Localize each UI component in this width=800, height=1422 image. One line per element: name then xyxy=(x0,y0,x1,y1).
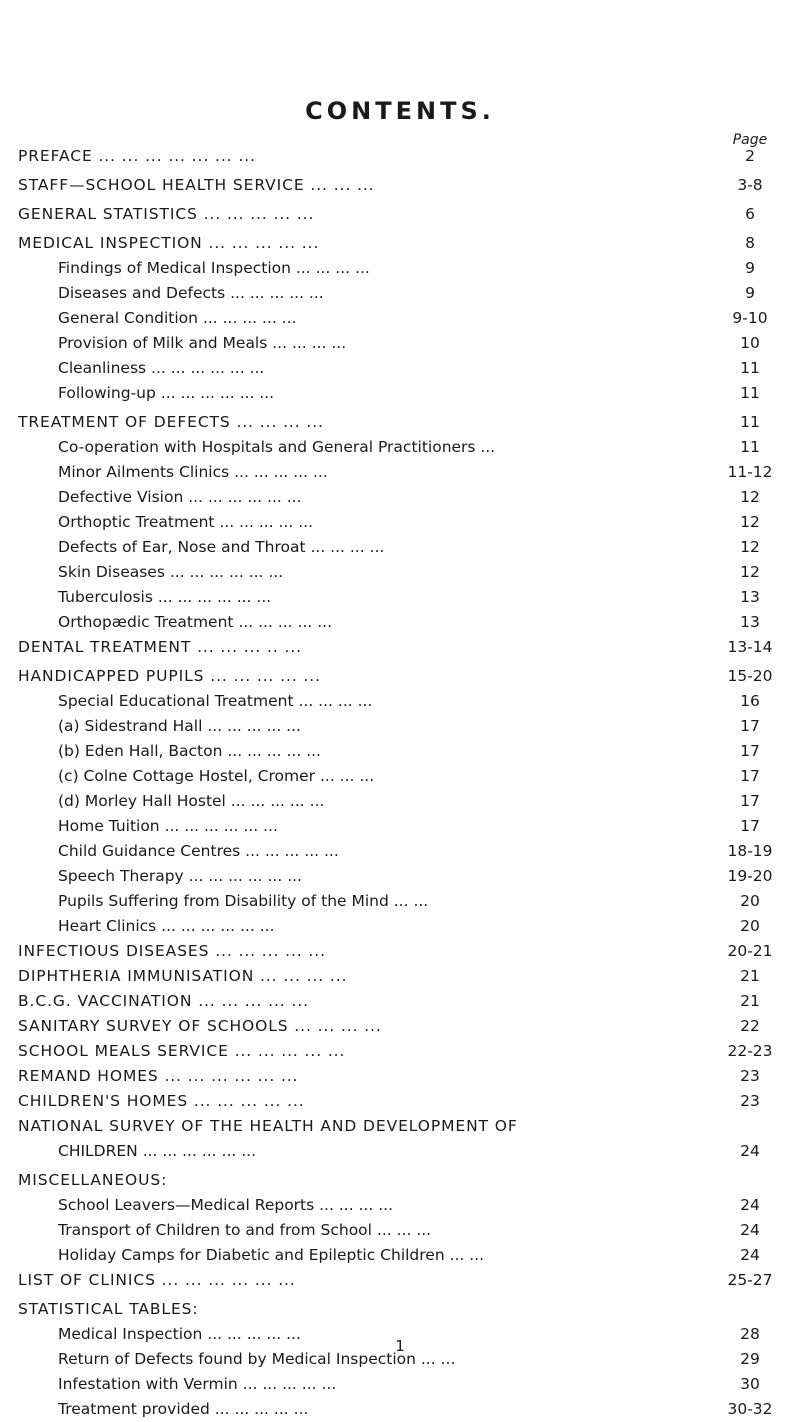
toc-entry-page: 16 xyxy=(740,692,760,710)
toc-entry-page: 3-8 xyxy=(737,176,763,194)
toc-entry-page: 29 xyxy=(740,1350,760,1368)
toc-entry-label: Speech Therapy ... ... ... ... ... ... xyxy=(58,867,302,885)
toc-entry-label: Pupils Suffering from Disability of the Mind ... ... xyxy=(58,892,429,910)
toc-entry-label: Child Guidance Centres ... ... ... ... ... xyxy=(58,842,339,860)
toc-entry-page: 24 xyxy=(740,1196,760,1214)
toc-entry-page: 6 xyxy=(745,205,755,223)
toc-entry-label: Following-up ... ... ... ... ... ... xyxy=(58,384,275,402)
footer-page-number: 1 xyxy=(395,1337,405,1355)
toc-entry-label: Defects of Ear, Nose and Throat ... ... ... ... xyxy=(58,538,385,556)
toc-entry-label: (a) Sidestrand Hall ... ... ... ... ... xyxy=(58,717,301,735)
toc-entry xyxy=(18,1397,798,1422)
toc-entry-label: TREATMENT OF DEFECTS ... ... ... ... xyxy=(18,413,324,431)
toc-entry-page: 17 xyxy=(740,792,760,810)
toc-entry-label: Co-operation with Hospitals and General Practitioners ... xyxy=(58,438,496,456)
toc-entry-page: 20 xyxy=(740,892,760,910)
toc-entry-page: 30-32 xyxy=(727,1400,773,1418)
toc-entry-label: CHILDREN ... ... ... ... ... ... xyxy=(58,1142,257,1160)
toc-entry xyxy=(18,1243,798,1268)
toc-entry-label: Minor Ailments Clinics ... ... ... ... ... xyxy=(58,463,328,481)
toc-entry-label: STATISTICAL TABLES: xyxy=(18,1300,199,1318)
toc-entry xyxy=(18,1372,798,1397)
toc-entry xyxy=(18,1168,798,1193)
toc-entry xyxy=(18,1014,798,1039)
toc-entry-page: 22-23 xyxy=(727,1042,773,1060)
toc-entry-page: 21 xyxy=(740,967,760,985)
toc-entry xyxy=(18,1039,798,1064)
toc-entry-page: 24 xyxy=(740,1221,760,1239)
toc-entry xyxy=(18,485,798,510)
toc-entry-label: LIST OF CLINICS ... ... ... ... ... ... xyxy=(18,1271,296,1289)
toc-entry-label: Diseases and Defects ... ... ... ... ... xyxy=(58,284,324,302)
toc-entry xyxy=(18,939,798,964)
toc-entry xyxy=(18,889,798,914)
toc-entry-page: 20-21 xyxy=(727,942,773,960)
toc-entry-label: Medical Inspection ... ... ... ... ... xyxy=(58,1325,301,1343)
toc-entry-label: School Leavers—Medical Reports ... ... ... ... xyxy=(58,1196,394,1214)
toc-entry-label: INFECTIOUS DISEASES ... ... ... ... ... xyxy=(18,942,326,960)
toc-entry-page: 8 xyxy=(745,234,755,252)
toc-entry xyxy=(18,281,798,306)
toc-entry-page: 25-27 xyxy=(727,1271,773,1289)
toc-entry xyxy=(18,964,798,989)
toc-entry-label: Findings of Medical Inspection ... ... ... ... xyxy=(58,259,370,277)
toc-entry xyxy=(18,306,798,331)
toc-entry-label: Return of Defects found by Medical Inspection ... ... xyxy=(58,1350,456,1368)
toc-entry xyxy=(18,410,798,435)
toc-entry-label: Special Educational Treatment ... ... ... ... xyxy=(58,692,373,710)
toc-entry-page: 24 xyxy=(740,1246,760,1264)
page-title: CONTENTS. xyxy=(305,97,495,125)
toc-entry xyxy=(18,1114,798,1139)
toc-entry-label: Orthopædic Treatment ... ... ... ... ... xyxy=(58,613,333,631)
toc-entry-label: (d) Morley Hall Hostel ... ... ... ... ... xyxy=(58,792,325,810)
toc-entry xyxy=(18,173,798,198)
toc-entry xyxy=(18,1218,798,1243)
toc-entry xyxy=(18,231,798,256)
toc-entry xyxy=(18,585,798,610)
toc-entry-page: 12 xyxy=(740,488,760,506)
toc-entry-page: 11 xyxy=(740,384,760,402)
toc-entry-page: 11 xyxy=(740,438,760,456)
toc-entry-page: 9 xyxy=(745,259,755,277)
toc-entry-page: 9-10 xyxy=(732,309,768,327)
table-of-contents xyxy=(18,144,798,1422)
toc-entry-page: 17 xyxy=(740,742,760,760)
toc-entry-page: 17 xyxy=(740,817,760,835)
toc-entry-label: DENTAL TREATMENT ... ... ... .. ... xyxy=(18,638,302,656)
toc-entry xyxy=(18,510,798,535)
toc-entry-page: 12 xyxy=(740,513,760,531)
page-column-heading: Page xyxy=(732,132,768,148)
toc-entry-label: DIPHTHERIA IMMUNISATION ... ... ... ... xyxy=(18,967,348,985)
toc-entry-label: Orthoptic Treatment ... ... ... ... ... xyxy=(58,513,314,531)
toc-entry-page: 21 xyxy=(740,992,760,1010)
toc-entry xyxy=(18,381,798,406)
toc-entry-label: Tuberculosis ... ... ... ... ... ... xyxy=(58,588,272,606)
toc-entry xyxy=(18,839,798,864)
toc-entry xyxy=(18,331,798,356)
toc-entry-label: SCHOOL MEALS SERVICE ... ... ... ... ... xyxy=(18,1042,346,1060)
toc-entry-page: 22 xyxy=(740,1017,760,1035)
toc-entry-page: 19-20 xyxy=(727,867,773,885)
toc-entry-page: 13-14 xyxy=(727,638,773,656)
toc-entry xyxy=(18,739,798,764)
toc-entry xyxy=(18,689,798,714)
toc-entry-page: 11-12 xyxy=(727,463,773,481)
toc-entry xyxy=(18,664,798,689)
toc-entry-label: HANDICAPPED PUPILS ... ... ... ... ... xyxy=(18,667,321,685)
toc-entry-page: 13 xyxy=(740,613,760,631)
toc-entry xyxy=(18,1297,798,1322)
toc-entry xyxy=(18,989,798,1014)
toc-entry xyxy=(18,1139,798,1164)
toc-entry-page: 17 xyxy=(740,717,760,735)
toc-entry xyxy=(18,764,798,789)
toc-entry-label: MEDICAL INSPECTION ... ... ... ... ... xyxy=(18,234,320,252)
toc-entry xyxy=(18,435,798,460)
toc-entry xyxy=(18,714,798,739)
toc-entry-label: REMAND HOMES ... ... ... ... ... ... xyxy=(18,1067,299,1085)
toc-entry-page: 24 xyxy=(740,1142,760,1160)
toc-entry-page: 12 xyxy=(740,538,760,556)
toc-entry xyxy=(18,460,798,485)
toc-entry-label: (b) Eden Hall, Bacton ... ... ... ... ... xyxy=(58,742,321,760)
toc-entry-page: 28 xyxy=(740,1325,760,1343)
toc-entry xyxy=(18,1268,798,1293)
toc-entry-page: 17 xyxy=(740,767,760,785)
toc-entry-label: General Condition ... ... ... ... ... xyxy=(58,309,297,327)
toc-entry-label: (c) Colne Cottage Hostel, Cromer ... ... ... xyxy=(58,767,375,785)
toc-entry-label: B.C.G. VACCINATION ... ... ... ... ... xyxy=(18,992,309,1010)
toc-entry xyxy=(18,535,798,560)
toc-entry-page: 18-19 xyxy=(727,842,773,860)
toc-entry xyxy=(18,1064,798,1089)
toc-entry-page: 15-20 xyxy=(727,667,773,685)
toc-entry xyxy=(18,635,798,660)
toc-entry-label: CHILDREN'S HOMES ... ... ... ... ... xyxy=(18,1092,305,1110)
toc-entry-label: STAFF—SCHOOL HEALTH SERVICE ... ... ... xyxy=(18,176,375,194)
toc-entry xyxy=(18,202,798,227)
toc-entry xyxy=(18,144,798,169)
toc-entry-label: PREFACE ... ... ... ... ... ... ... xyxy=(18,147,256,165)
toc-entry-label: Skin Diseases ... ... ... ... ... ... xyxy=(58,563,284,581)
toc-entry xyxy=(18,610,798,635)
toc-entry-page: 13 xyxy=(740,588,760,606)
toc-entry-label: MISCELLANEOUS: xyxy=(18,1171,168,1189)
toc-entry xyxy=(18,356,798,381)
toc-entry-label: Defective Vision ... ... ... ... ... ... xyxy=(58,488,302,506)
toc-entry-page: 10 xyxy=(740,334,760,352)
toc-entry xyxy=(18,1193,798,1218)
toc-entry-page: 9 xyxy=(745,284,755,302)
toc-entry xyxy=(18,1089,798,1114)
toc-entry xyxy=(18,789,798,814)
toc-entry-page: 23 xyxy=(740,1092,760,1110)
toc-entry-label: Transport of Children to and from School ... ... ... xyxy=(58,1221,432,1239)
toc-entry-label: NATIONAL SURVEY OF THE HEALTH AND DEVELOPMENT OF xyxy=(18,1117,518,1135)
toc-entry-label: SANITARY SURVEY OF SCHOOLS ... ... ... ... xyxy=(18,1017,382,1035)
toc-entry-page: 2 xyxy=(745,147,755,165)
toc-entry-label: GENERAL STATISTICS ... ... ... ... ... xyxy=(18,205,315,223)
toc-entry xyxy=(18,914,798,939)
toc-entry-label: Heart Clinics ... ... ... ... ... ... xyxy=(58,917,275,935)
toc-entry-page: 12 xyxy=(740,563,760,581)
toc-entry-page: 23 xyxy=(740,1067,760,1085)
toc-entry-label: Holiday Camps for Diabetic and Epileptic Children ... ... xyxy=(58,1246,485,1264)
toc-entry-label: Provision of Milk and Meals ... ... ... ... xyxy=(58,334,347,352)
toc-entry-page: 11 xyxy=(740,413,760,431)
toc-entry-page: 11 xyxy=(740,359,760,377)
toc-entry-label: Cleanliness ... ... ... ... ... ... xyxy=(58,359,265,377)
toc-entry xyxy=(18,256,798,281)
toc-entry xyxy=(18,864,798,889)
toc-entry-page: 30 xyxy=(740,1375,760,1393)
toc-entry-page: 20 xyxy=(740,917,760,935)
toc-entry-label: Infestation with Vermin ... ... ... ... ... xyxy=(58,1375,337,1393)
toc-entry-label: Home Tuition ... ... ... ... ... ... xyxy=(58,817,278,835)
toc-entry xyxy=(18,814,798,839)
toc-entry-label: Treatment provided ... ... ... ... ... xyxy=(58,1400,309,1418)
toc-entry xyxy=(18,560,798,585)
